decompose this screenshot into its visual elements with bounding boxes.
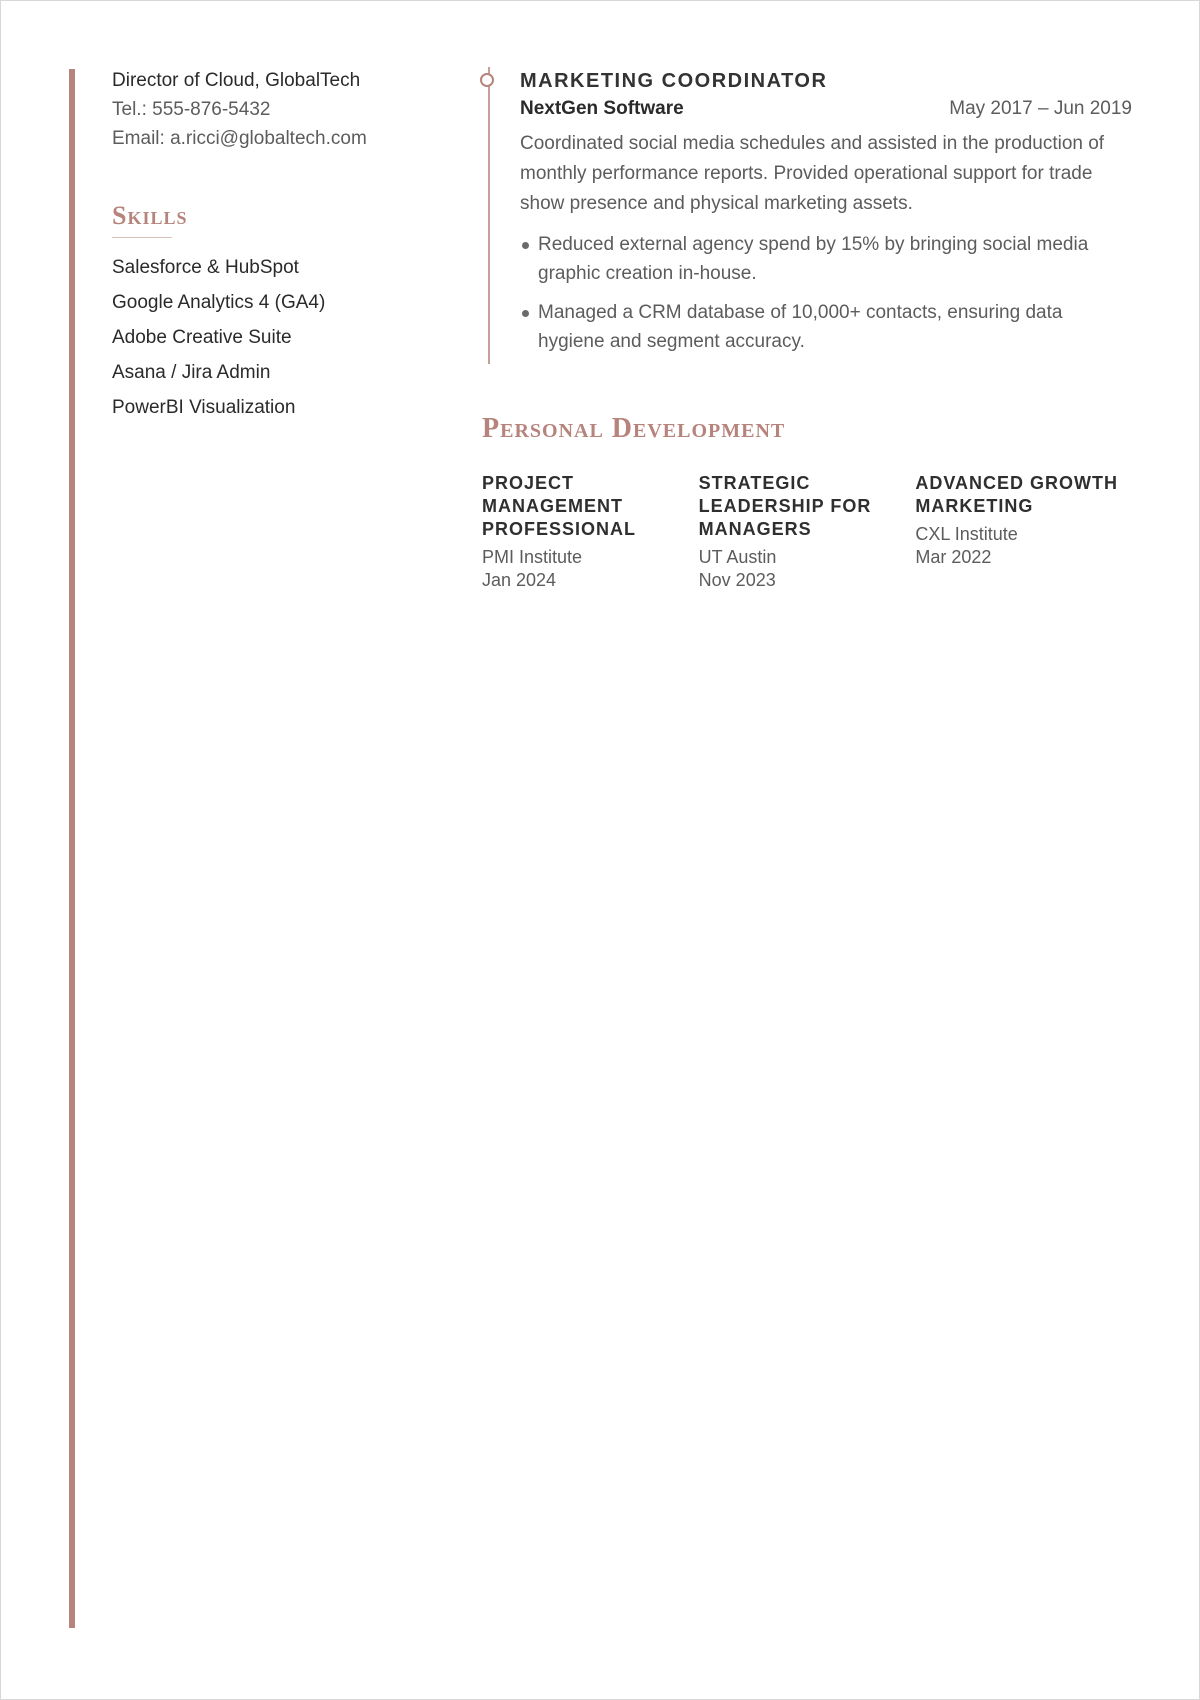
pd-org: UT Austin	[698, 547, 777, 567]
job-bullet	[520, 298, 1132, 356]
job-bullet-text: Reduced external agency spend by 15% by bringing social media graphic creation in-house.	[538, 234, 1089, 284]
skill-item: Google Analytics 4 (GA4)	[112, 292, 326, 313]
contact-email: Email: a.ricci@globaltech.com	[112, 128, 367, 149]
pd-name: PROJECT MANAGEMENT PROFESSIONAL	[482, 473, 637, 539]
skill-item: Adobe Creative Suite	[112, 327, 292, 348]
job-title: MARKETING COORDINATOR	[520, 70, 828, 92]
left-column	[112, 66, 432, 431]
pd-org: CXL Institute	[915, 524, 1018, 544]
job-bullets	[520, 230, 1132, 356]
pd-item	[699, 472, 916, 592]
job-bullet	[520, 230, 1132, 288]
skills-heading: Skills	[112, 201, 188, 230]
skill-item: Asana / Jira Admin	[112, 362, 271, 383]
timeline-line	[488, 67, 490, 364]
pd-date: Mar 2022	[915, 547, 992, 567]
personal-development-section	[482, 412, 1132, 592]
pd-date: Nov 2023	[698, 570, 776, 590]
personal-development-grid	[482, 472, 1132, 592]
bullet-icon	[522, 310, 529, 317]
pd-item	[915, 472, 1132, 592]
pd-item	[482, 472, 699, 592]
timeline-dot-icon	[480, 73, 494, 87]
skill-item: PowerBI Visualization	[112, 397, 296, 418]
pd-name: STRATEGIC LEADERSHIP FOR MANAGERS	[698, 473, 872, 539]
skills-heading-rule	[112, 237, 172, 238]
pd-name: ADVANCED GROWTH MARKETING	[915, 473, 1118, 516]
personal-development-heading: Personal Development	[482, 413, 786, 444]
accent-bar	[69, 69, 75, 1628]
contact-phone: Tel.: 555-876-5432	[112, 99, 271, 120]
pd-date: Jan 2024	[482, 570, 557, 590]
pd-org: PMI Institute	[482, 547, 583, 567]
skills-list	[112, 256, 432, 420]
skill-item: Salesforce & HubSpot	[112, 257, 299, 278]
job-dates: May 2017 – Jun 2019	[949, 98, 1132, 119]
contact-role: Director of Cloud, GlobalTech	[112, 70, 361, 91]
job-entry	[520, 68, 1132, 366]
job-bullet-text: Managed a CRM database of 10,000+ contacts, ensuring data hygiene and segment accuracy.	[538, 302, 1063, 352]
job-company: NextGen Software	[520, 98, 684, 119]
bullet-icon	[522, 242, 529, 249]
job-description: Coordinated social media schedules and assisted in the production of monthly performance reports. Provided operational support for trade show presence and physical marketing assets.	[520, 133, 1105, 214]
job-header-row	[520, 98, 1132, 120]
